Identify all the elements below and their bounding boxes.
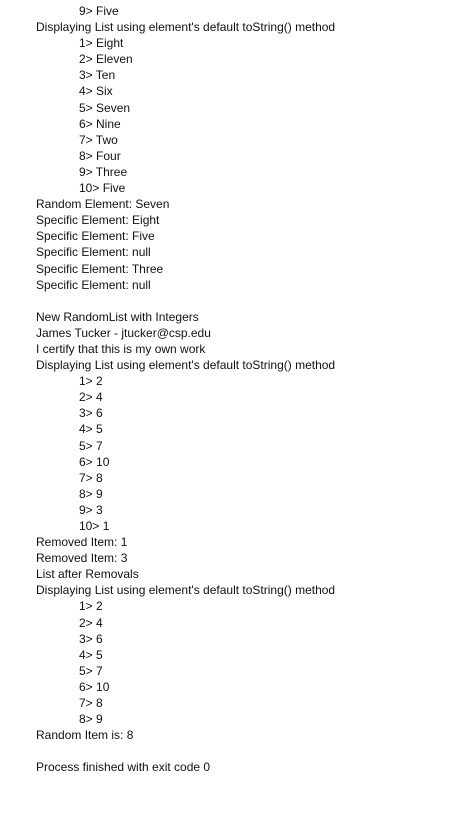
console-line: 10> Five [79, 181, 126, 196]
console-line: 1> 2 [79, 599, 103, 614]
console-line: 7> 8 [79, 470, 103, 485]
console-line: 2> 4 [79, 390, 103, 405]
console-line: New RandomList with Integers [36, 309, 199, 324]
console-line: 4> Six [79, 84, 113, 99]
console-line: Specific Element: Five [36, 229, 155, 244]
console-line: 9> 3 [79, 502, 103, 517]
console-line: 5> 7 [79, 663, 103, 678]
console-line: List after Removals [36, 567, 139, 582]
console-line: 1> Eight [79, 36, 124, 51]
console-line: 2> Eleven [79, 52, 133, 67]
console-line: Displaying List using element's default toString() method [36, 358, 336, 373]
console-blank-line [0, 293, 460, 309]
console-line: 2> 4 [79, 615, 103, 630]
console-line: Displaying List using element's default toString() method [36, 20, 336, 35]
console-line: Specific Element: null [36, 277, 151, 292]
console-line: 6> 10 [79, 679, 110, 694]
console-line: Removed Item: 3 [36, 551, 128, 566]
console-line: 8> 9 [79, 712, 103, 727]
console-line: 7> 8 [79, 696, 103, 711]
console-line: 3> 6 [79, 631, 103, 646]
console-line: 5> Seven [79, 100, 131, 115]
console-line: Specific Element: Eight [36, 213, 160, 228]
console-line: 7> Two [79, 132, 118, 147]
console-line: Displaying List using element's default toString() method [36, 583, 336, 598]
console-line: 8> 9 [79, 486, 103, 501]
console-line: Specific Element: null [36, 245, 151, 260]
console-line: 8> Four [79, 148, 121, 163]
console-line: 9> Three [79, 164, 128, 179]
console-line: Random Item is: 8 [36, 728, 134, 743]
console-line: 9> Five [79, 4, 119, 18]
console-line: 3> 6 [79, 406, 103, 421]
console-line: Removed Item: 1 [36, 535, 128, 550]
console-line: Specific Element: Three [36, 261, 164, 276]
console-line: 6> 10 [79, 454, 110, 469]
console-line: 6> Nine [79, 116, 121, 131]
console-line: 5> 7 [79, 438, 103, 453]
console-line: James Tucker - jtucker@csp.edu [36, 325, 211, 340]
console-line: I certify that this is my own work [36, 341, 206, 356]
console-blank-line [0, 743, 460, 759]
console-line: 4> 5 [79, 422, 103, 437]
console-line: Process finished with exit code 0 [36, 760, 211, 775]
console-line: 1> 2 [79, 374, 103, 389]
console-line: 4> 5 [79, 647, 103, 662]
console-line: Random Element: Seven [36, 197, 170, 212]
console-line: 10> 1 [79, 519, 110, 533]
console-output [0, 3, 460, 776]
console-line: 3> Ten [79, 68, 116, 83]
